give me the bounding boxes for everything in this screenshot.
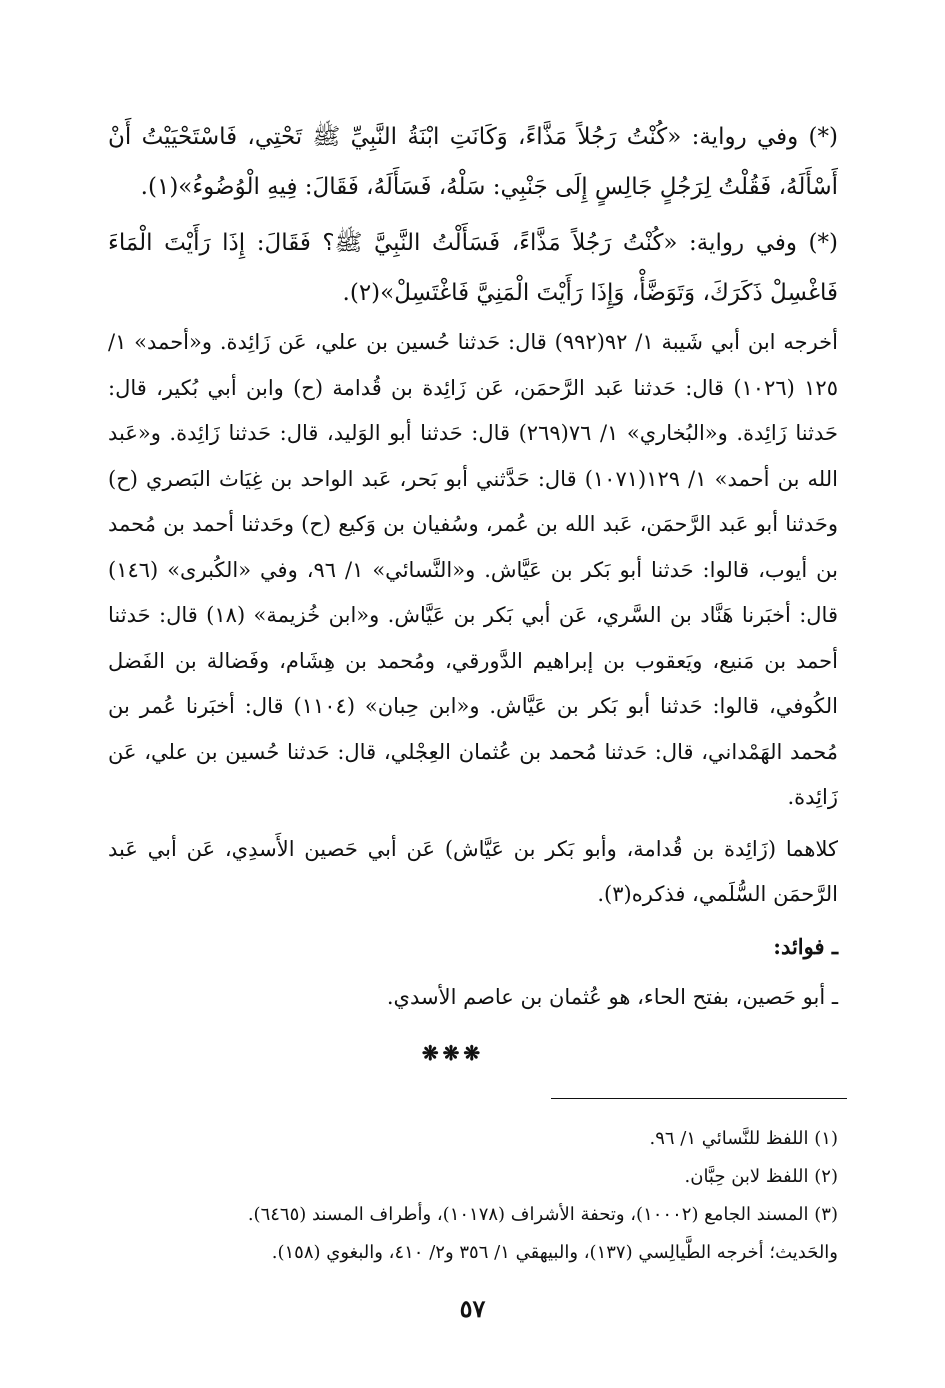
- narration-paragraph: (*) وفي رواية: «كُنْتُ رَجُلاً مَذَّاءً، وَكَانَتِ ابْنَةُ النَّبِيِّ ﷺ تَحْتِي، فَاسْتَحْيَيْتُ أَنْ أَسْأَلَهُ، فَقُلْتُ لِرَجُلٍ جَالِسٍ إِلَى جَنْبِي: سَلْهُ، فَسَأَلَهُ، فَقَالَ: فِيهِ الْوُضُوءُ»(١).: [108, 124, 838, 200]
- section-separator: ❋❋❋: [421, 1040, 485, 1065]
- page-number: ٥٧: [459, 1294, 486, 1323]
- footnote: (٢) اللفظ لابن حِبَّان.: [684, 1166, 838, 1187]
- takhrij-paragraph: أخرجه ابن أبي شَيبة ١/ ٩٢(٩٩٢) قال: حَدثنا حُسين بن علي، عَن زَائِدة. و«أحمد» ١/ ١٢٥ (١٠٢٦) قال: حَدثنا عَبد الرَّحمَن، عَن زَائِدة بن قُدامة (ح) وابن أبي بُكير، قال: حَدثنا زَائِدة. و«البُخاري» ١/ ٧٦(٢٦٩) قال: حَدثنا أبو الوَليد، قال: حَدثنا زَائِدة. و«عَبد الله بن أحمد» ١/ ١٢٩(١٠٧١) قال: حَدَّثني أبو بَحر، عَبد الواحد بن غِيَاث البَصري (ح) وحَدثنا أبو عَبد الرَّحمَن، عَبد الله بن عُمر، وسُفيان بن وَكيع (ح) وحَدثنا أحمد بن مُحمد بن أيوب، قالوا: حَدثنا أبو بَكر بن عَيَّاش. و«النَّسائي» ١/ ٩٦، وفي «الكُبرى» (١٤٦) قال: أخبَرنا هَنَّاد بن السَّري، عَن أبي بَكر بن عَيَّاش. و«ابن خُزيمة» (١٨) قال: حَدثنا أحمد بن مَنيع، ويَعقوب بن إبراهيم الدَّورقي، ومُحمد بن هِشَام، وفَضالة بن الفَضل الكُوفي، قالوا: حَدثنا أبو بَكر بن عَيَّاش. و«ابن حِبان» (١١٠٤) قال: أخبَرنا عُمر بن مُحمد الهَمْداني، قال: حَدثنا مُحمد بن عُثمان العِجْلي، قال: حَدثنا حُسين بن علي، عَن زَائِدة.: [108, 330, 838, 809]
- footnote: والحَديث؛ أخرجه الطَّيالِسي (١٣٧)، والبيهقي ١/ ٣٥٦ و٢/ ٤١٠، والبغوي (١٥٨).: [271, 1242, 838, 1263]
- footnote: (٣) المسند الجامع (١٠٠٠٢)، وتحفة الأشراف (١٠١٧٨)، وأطراف المسند (٦٤٦٥).: [247, 1204, 838, 1225]
- footnote-divider: [551, 1098, 847, 1099]
- benefits-heading: ـ فوائد:: [773, 933, 838, 959]
- narration-paragraph: (*) وفي رواية: «كُنْتُ رَجُلاً مَذَّاءً، فَسَأَلْتُ النَّبِيَّ ﷺ؟ فَقَالَ: إِذَا رَأَيْتَ الْمَاءَ فَاغْسِلْ ذَكَرَكَ، وَتَوَضَّأْ، وَإِذَا رَأَيْتَ الْمَنِيَّ فَاغْتَسِلْ»(٢).: [108, 230, 838, 306]
- benefit-item: ـ أبو حَصين، بفتح الحاء، هو عُثمان بن عاصم الأسدي.: [386, 985, 838, 1009]
- narrations-section: [108, 112, 838, 318]
- footnotes-section: [108, 1120, 838, 1272]
- takhrij-paragraph: كلاهما (زَائِدة بن قُدامة، وأبو بَكر بن عَيَّاش) عَن أبي حَصين الأَسدِي، عَن أبي عَبد الرَّحمَن السُّلَمي، فذكره(٣).: [108, 836, 838, 906]
- footnote: (١) اللفظ للنَّسائي ١/ ٩٦.: [649, 1128, 838, 1149]
- takhrij-section: [108, 320, 838, 1076]
